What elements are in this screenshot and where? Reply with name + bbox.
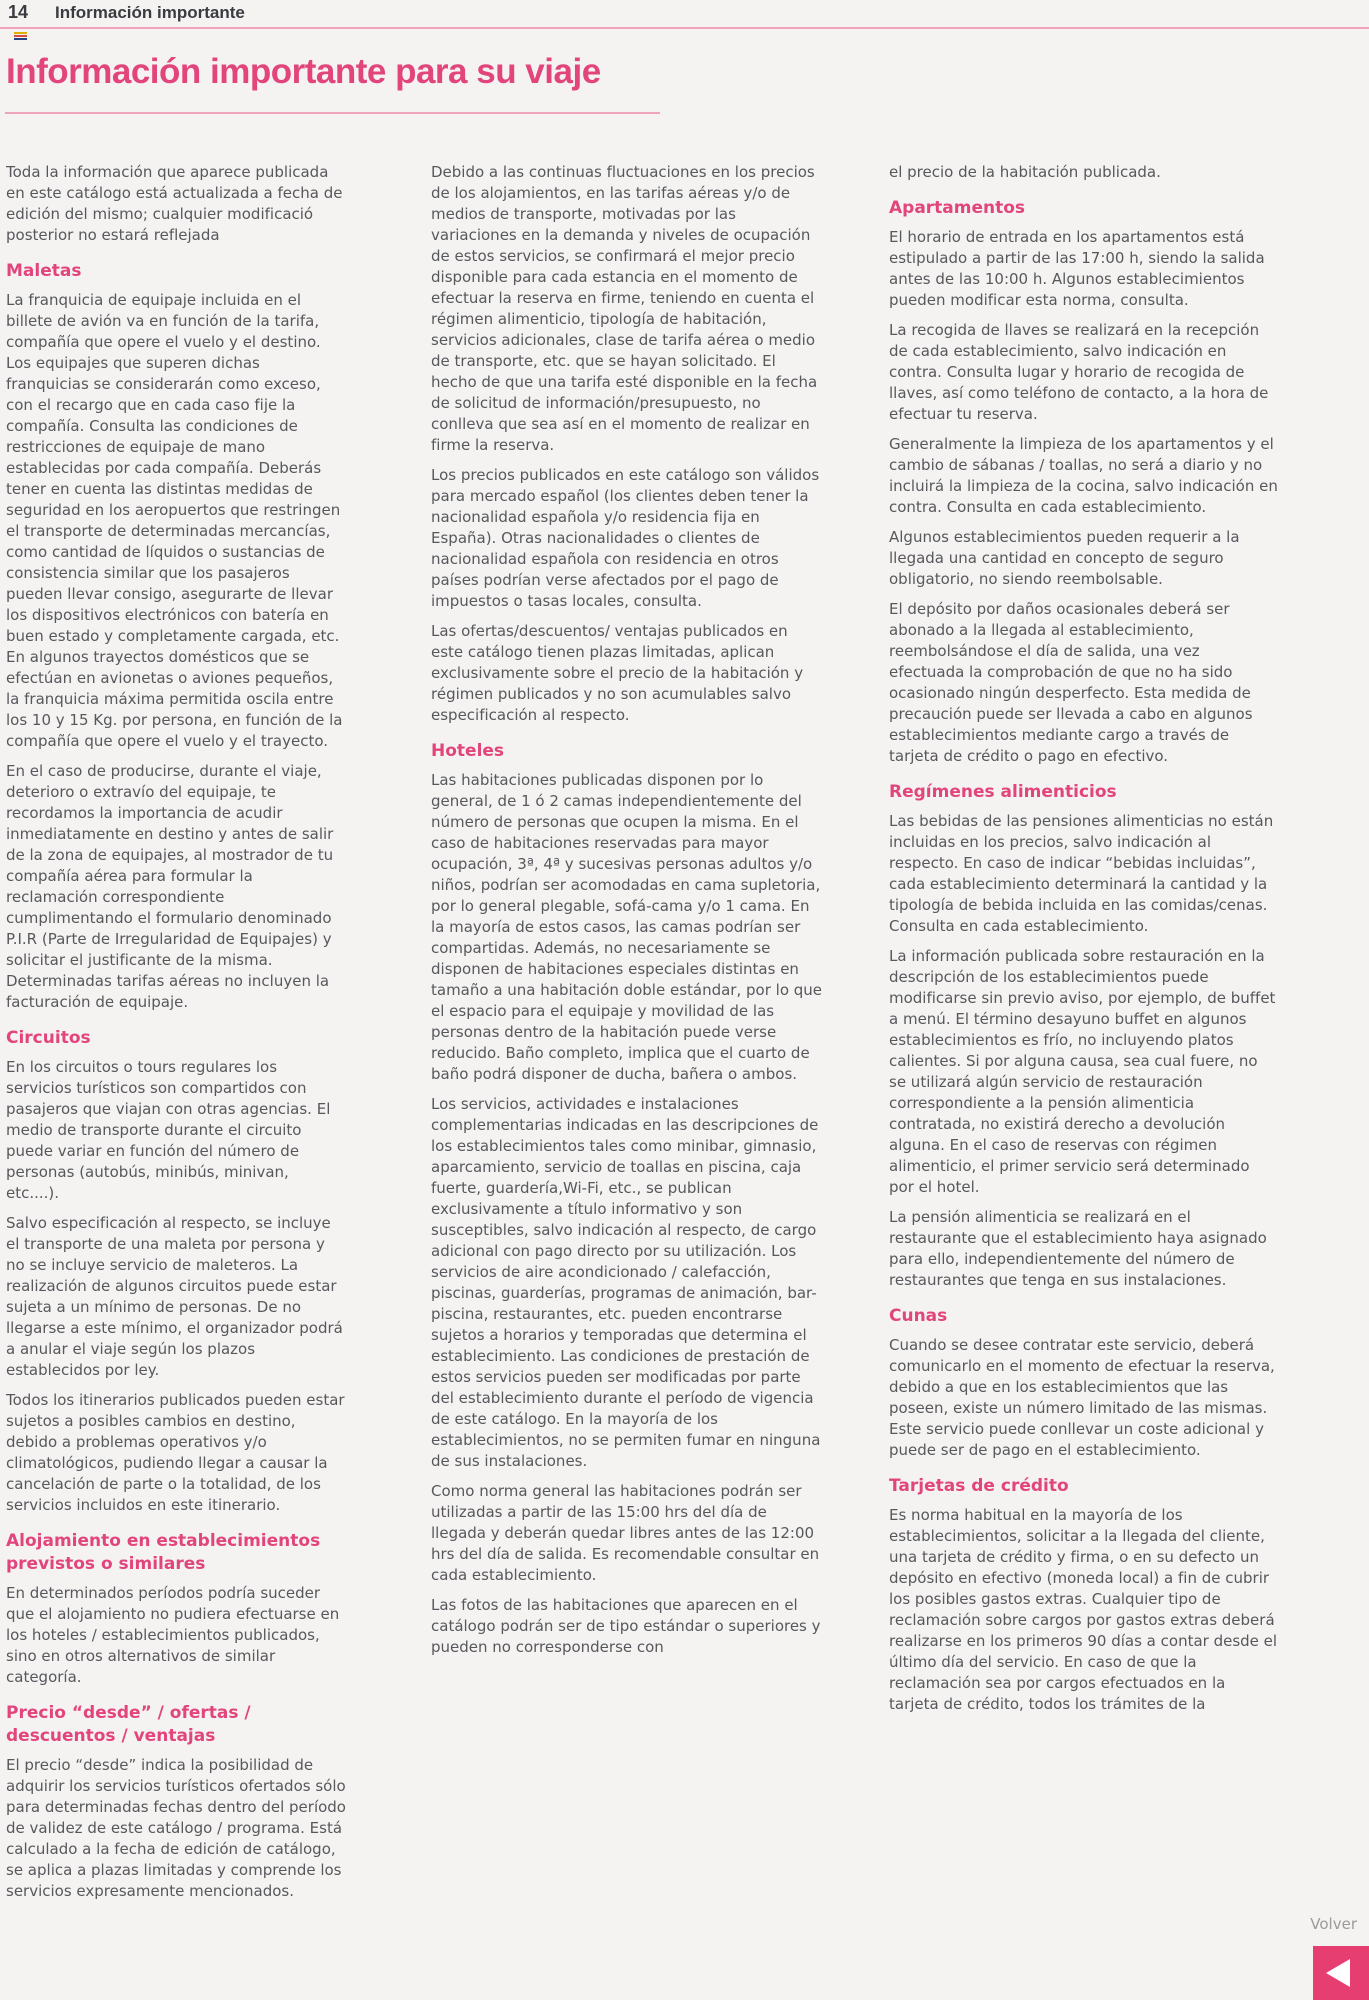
page-title: Información importante para su viaje: [6, 52, 601, 91]
header-rule: [0, 27, 1369, 29]
paragraph: Las bebidas de las pensiones alimenticias no están incluidas en los precios, salvo indicación al respecto. En caso de indicar “bebidas incluidas”, cada establecimiento determinará la cantidad y la tipología de bebida incluida en las comidas/cenas. Consulta en cada establecimiento.: [889, 811, 1274, 935]
brand-mark-icon: [14, 32, 27, 42]
paragraph: Debido a las continuas fluctuaciones en los precios de los alojamientos, en las tarifas aéreas y/o de medios de transporte, motivadas por las variaciones en la demanda y niveles de ocupación de estos servicios, se confirmará el mejor precio disponible para cada estancia en el momento de efectuar la reserva en firme, teniendo en cuenta el régimen alimenticio, tipología de habitación, servicios adicionales, clase de tarifa aérea o medio de transporte, etc. que se hayan solicitado. El hecho de que una tarifa esté disponible en la fecha de solicitud de información/presupuesto, no conlleva que sea así en el momento de realizar en firme la reserva.: [431, 163, 818, 454]
paragraph: En el caso de producirse, durante el viaje, deterioro o extravío del equipaje, te recordamos la importancia de acudir inmediatamente en destino y antes de salir de la zona de equipajes, al mostrador de tu compañía aérea para formular la reclamación correspondiente cumplimentando el formulario denominado P.I.R (Parte de Irregularidad de Equipajes) y solicitar el justificante de la misma. Determinadas tarifas aéreas no incluyen la facturación de equipaje.: [6, 761, 334, 1011]
paragraph: Salvo especificación al respecto, se incluye el transporte de una maleta por persona y no se incluye servicio de maleteros. La realización de algunos circuitos puede estar sujeta a un mínimo de personas. De no llegarse a este mínimo, el organizador podrá a anular el viaje según los plazos establecidos por ley.: [6, 1213, 343, 1379]
section-heading: Circuitos: [6, 1027, 91, 1048]
paragraph: Todos los itinerarios publicados pueden estar sujetos a posibles cambios en destino, debido a problemas operativos y/o climatológicos, pudiendo llegar a causar la cancelación de parte o la totalidad, de los servicios incluidos en este itinerario.: [6, 1390, 345, 1514]
paragraph: En los circuitos o tours regulares los servicios turísticos son compartidos con pasajeros que viajan con otras agencias. El medio de transporte durante el circuito puede variar en función del número de personas (autobús, minibús, minivan, etc....).: [6, 1057, 331, 1202]
section-heading: Tarjetas de crédito: [889, 1475, 1069, 1496]
paragraph: La información publicada sobre restauración en la descripción de los establecimientos puede modificarse sin previo aviso, por ejemplo, de buffet a menú. El término desayuno buffet en algunos establecimientos es frío, no incluyendo platos calientes. Si por alguna causa, sea cual fuere, no se utilizará algún servicio de restauración correspondiente a la pensión alimenticia contratada, no existirá derecho a devolución alguna. En el caso de reservas con régimen alimenticio, el primer servicio será determinado por el hotel.: [889, 946, 1276, 1196]
paragraph: La franquicia de equipaje incluida en el billete de avión va en función de la tarifa, compañía que opere el vuelo y el destino. Los equipajes que superen dichas franquicias se considerarán como exceso, con el recargo que en cada caso fije la compañía. Consulta las condiciones de restricciones de equipaje de mano establecidas por cada compañía. Deberás tener en cuenta las distintas medidas de seguridad en los aeropuertos que restringen el transporte de determinadas mercancías, como cantidad de líquidos o sustancias de consistencia similar que los pasajeros pueden llevar consigo, asegurarte de llevar los dispositivos electrónicos con batería en buen estado y completamente cargada, etc. En algunos trayectos domésticos que se efectúan en avionetas o aviones pequeños, la franquicia máxima permitida oscila entre los 10 y 15 Kg. por persona, en función de la compañía que opere el vuelo y el trayecto.: [6, 290, 343, 750]
section-heading: Cunas: [889, 1305, 948, 1326]
paragraph: Como norma general las habitaciones podrán ser utilizadas a partir de las 15:00 hrs del día de llegada y deberán quedar libres antes de las 12:00 hrs del día de salida. Es recomendable consultar en cada establecimiento.: [431, 1481, 820, 1584]
arrow-left-icon: [1326, 1959, 1350, 1987]
section-heading: Alojamiento en establecimientos previstos o similares: [6, 1530, 321, 1574]
section-heading: Apartamentos: [889, 198, 1026, 218]
back-label[interactable]: Volver: [1310, 1915, 1357, 1933]
running-section-title: Información importante: [55, 3, 245, 22]
columns: [6, 162, 1296, 1911]
paragraph: Generalmente la limpieza de los apartamentos y el cambio de sábanas / toallas, no será a diario y no incluirá la limpieza de la cocina, salvo indicación en contra. Consulta en cada establecimiento.: [889, 434, 1278, 516]
paragraph: Toda la información que aparece publicada en este catálogo está actualizada a fecha de edición del mismo; cualquier modificació posterior no estará reflejada: [6, 163, 343, 244]
section-heading: Precio “desde” / ofertas / descuentos / ventajas: [6, 1702, 251, 1746]
paragraph: Los precios publicados en este catálogo son válidos para mercado español (los clientes deben tener la nacionalidad española y/o residencia fija en España). Otras nacionalidades o clientes de nacionalidad española con residencia en otros países podrían verse afectados por el pago de impuestos o tasas locales, consulta.: [431, 466, 820, 610]
paragraph: El depósito por daños ocasionales deberá ser abonado a la llegada al establecimiento, reembolsándose el día de salida, una vez efectuada la comprobación de que no ha sido ocasionado ningún desperfecto. Esta medida de precaución puede ser llevada a cabo en algunos establecimientos mediante cargo a través de tarjeta de crédito o pago en efectivo.: [889, 599, 1253, 765]
paragraph: Cuando se desee contratar este servicio, deberá comunicarlo en el momento de efectuar la reserva, debido a que en los establecimientos que las poseen, existe un número limitado de las mismas. Este servicio puede conllevar un coste adicional y puede ser de pago en el establecimiento.: [889, 1335, 1275, 1459]
paragraph: La recogida de llaves se realizará en la recepción de cada establecimiento, salvo indicación en contra. Consulta lugar y horario de recogida de llaves, así como teléfono de contacto, a la hora de efectuar tu reserva.: [889, 320, 1269, 423]
page-header: [0, 2, 1369, 28]
text-column: [6, 162, 346, 1911]
paragraph: Los servicios, actividades e instalaciones complementarias indicadas en las descripciones de los establecimientos tales como minibar, gimnasio, aparcamiento, servicio de toallas en piscina, caja fuerte, guardería,Wi-Fi, etc., se publican exclusivamente a título informativo y son susceptibles, salvo indicación al respecto, de cargo adicional con pago directo por su utilización. Los servicios de aire acondicionado / calefacción, piscinas, guarderías, programas de animación, bar-piscina, restaurantes, etc. pueden encontrarse sujetos a horarios y temporadas que determina el establecimiento. Las condiciones de prestación de estos servicios pueden ser modificadas por parte del establecimiento durante el período de vigencia de este catálogo. En la mayoría de los establecimientos, no se permiten fumar en ninguna de sus instalaciones.: [431, 1094, 821, 1470]
paragraph: En determinados períodos podría suceder que el alojamiento no pudiera efectuarse en los hoteles / establecimientos publicados, sino en otros alternativos de similar categoría.: [6, 1583, 340, 1686]
page-number: 14: [8, 2, 29, 22]
section-heading: Maletas: [6, 261, 82, 281]
text-column: [431, 162, 823, 1667]
back-button[interactable]: [1313, 1946, 1369, 2000]
back-link[interactable]: [1299, 1915, 1369, 2000]
paragraph: La pensión alimenticia se realizará en el restaurante que el establecimiento haya asignado para ello, independientemente del número de restaurantes que tenga en sus instalaciones.: [889, 1207, 1267, 1289]
section-heading: Regímenes alimenticios: [889, 781, 1117, 802]
paragraph: Las habitaciones publicadas disponen por lo general, de 1 ó 2 camas independientemente del número de personas que ocupen la misma. En el caso de habitaciones reservadas para mayor ocupación, 3ª, 4ª y sucesivas personas adultos y/o niños, podrían ser acomodadas en cama supletoria, por lo general plegable, sofá-cama y/o 1 cama. En la mayoría de estos casos, las camas podrían ser compartidas. Además, no necesariamente se disponen de habitaciones especiales distintas en tamaño a una habitación doble estándar, por lo que el espacio para el equipaje y movilidad de las personas dentro de la habitación puede verse reducido. Baño completo, implica que el cuarto de baño podrá disponer de ducha, bañera o ambos.: [431, 770, 823, 1083]
title-rule: [5, 112, 660, 114]
section-heading: Hoteles: [431, 741, 505, 761]
paragraph: Es norma habitual en la mayoría de los establecimientos, solicitar a la llegada del cliente, una tarjeta de crédito y firma, o en su defecto un depósito en efectivo (moneda local) a fin de cubrir los posibles gastos extras. Cualquier tipo de reclamación sobre cargos por gastos extras deberá realizarse en los primeros 90 días a contar desde el último día del servicio. En caso de que la reclamación sea por cargos efectuados en la tarjeta de crédito, todos los trámites de la: [889, 1505, 1278, 1713]
text-column: [889, 162, 1279, 1724]
paragraph: El precio “desde” indica la posibilidad de adquirir los servicios turísticos ofertados sólo para determinadas fechas dentro del período de validez de este catálogo / programa. Está calculado a la fecha de edición de catálogo, se aplica a plazas limitadas y comprende los servicios expresamente mencionados.: [6, 1755, 346, 1900]
paragraph: Algunos establecimientos pueden requerir a la llegada una cantidad en concepto de seguro obligatorio, no siendo reembolsable.: [889, 527, 1240, 588]
paragraph: Las fotos de las habitaciones que aparecen en el catálogo podrán ser de tipo estándar o superiores y pueden no corresponderse con: [431, 1595, 821, 1656]
paragraph: el precio de la habitación publicada.: [889, 163, 1161, 181]
paragraph: Las ofertas/descuentos/ ventajas publicados en este catálogo tienen plazas limitadas, aplican exclusivamente sobre el precio de la habitación y régimen publicados y no son acumulables salvo especificación al respecto.: [431, 622, 804, 724]
paragraph: El horario de entrada en los apartamentos está estipulado a partir de las 17:00 h, siendo la salida antes de las 10:00 h. Algunos establecimientos pueden modificar esta norma, consulta.: [889, 227, 1265, 309]
